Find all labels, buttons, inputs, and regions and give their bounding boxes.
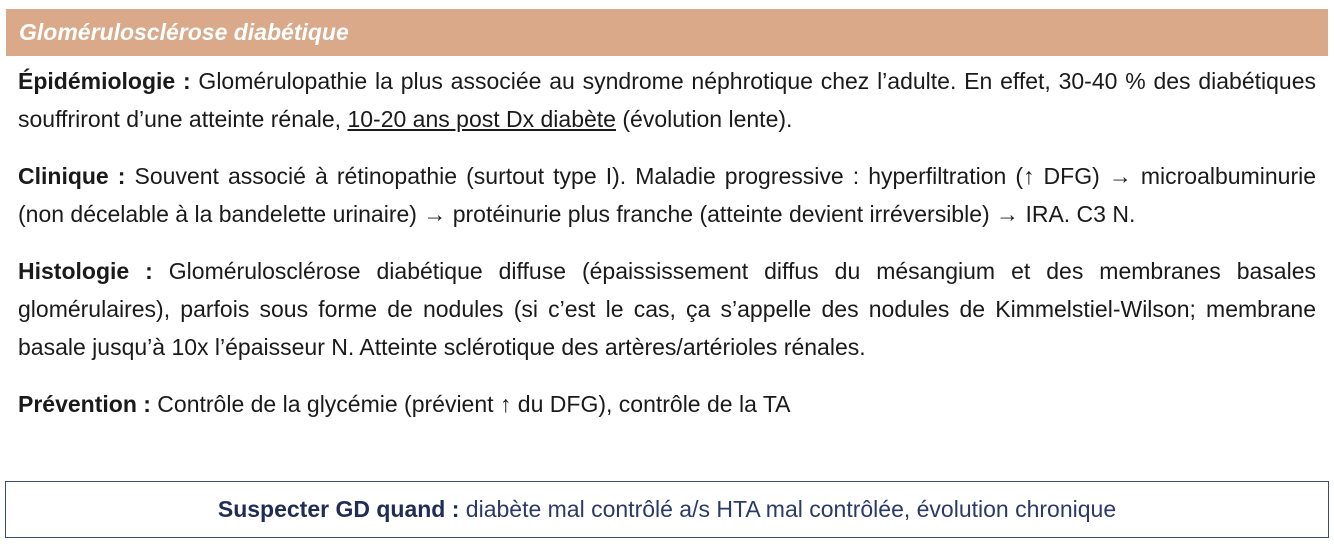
paragraph-text: (évolution lente). xyxy=(615,106,793,132)
section-title: Glomérulosclérose diabétique xyxy=(19,19,349,45)
paragraph-histologie xyxy=(18,252,1316,366)
paragraph-text: Contrôle de la glycémie (prévient ↑ du DFG), contrôle de la TA xyxy=(150,391,791,417)
paragraph-clinique xyxy=(18,157,1316,233)
section-header xyxy=(6,9,1328,56)
underlined-text: 10-20 ans post Dx diabète xyxy=(347,106,616,132)
callout-box xyxy=(5,481,1329,538)
paragraph-text: Glomérulosclérose diabétique diffuse (épaississement diffus du mésangium et des membranes basales glomérulaires), parfois sous forme de nodules (si c’est le cas, ça s’appelle des nodules de Kimmelstiel-Wilson; membrane basale jusqu’à 10x l’épaisseur N. Atteinte sclérotique des artères/artérioles rénales. xyxy=(18,258,1316,360)
callout-label: Suspecter GD quand : xyxy=(217,496,460,522)
paragraph-prevention xyxy=(18,385,1316,423)
paragraph-text: Souvent associé à rétinopathie (surtout type I). Maladie progressive : hyperfiltration (↑ DFG) → microalbuminurie (non décelable à la bandelette urinaire) → protéinurie plus franche (atteinte devient irréversible) → IRA. C3 N. xyxy=(18,163,1316,227)
paragraph-label: Prévention : xyxy=(18,391,151,417)
paragraph-label: Histologie : xyxy=(18,258,153,284)
paragraph-label: Clinique : xyxy=(18,163,126,189)
paragraph-label: Épidémiologie : xyxy=(18,68,191,94)
paragraph-epidemiologie xyxy=(18,62,1316,138)
callout-text: diabète mal contrôlé a/s HTA mal contrôlée, évolution chronique xyxy=(465,496,1117,522)
content-body xyxy=(18,62,1316,423)
paragraph-text: Glomérulopathie la plus associée au syndrome néphrotique chez l’adulte. En effet, 30-40 % des diabétiques souffriront d’une atteinte rénale, xyxy=(18,68,1316,132)
